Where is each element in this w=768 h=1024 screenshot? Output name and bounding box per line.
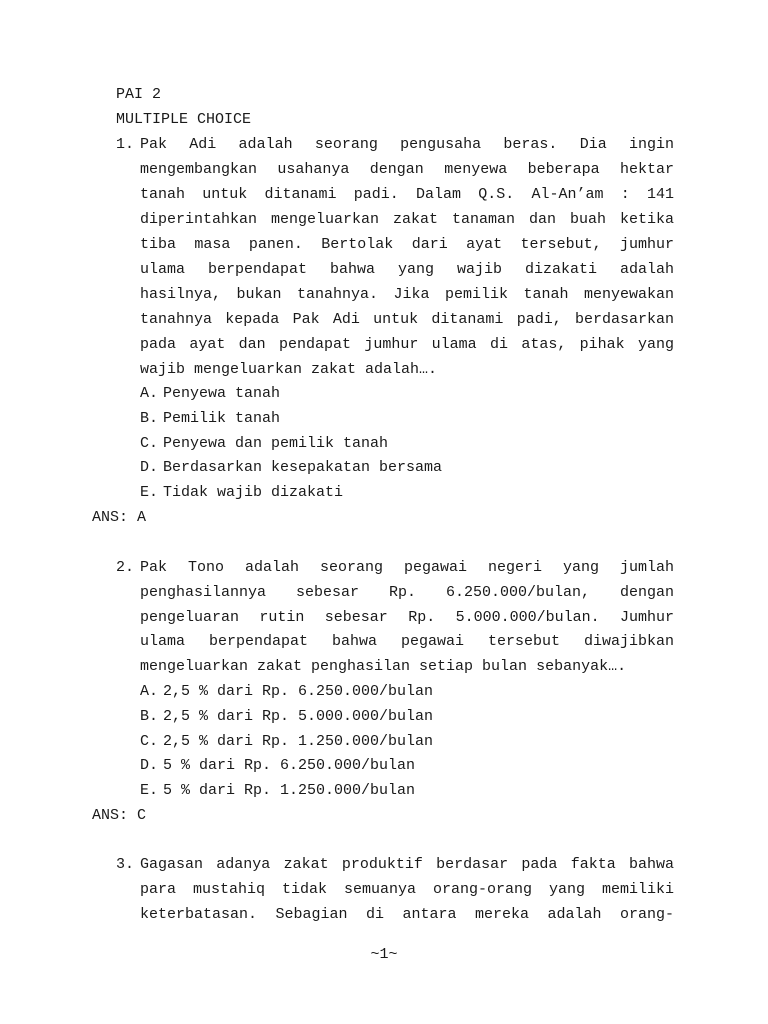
question-number: 1. bbox=[116, 136, 135, 153]
document-title: PAI 2 bbox=[116, 86, 162, 103]
question-text-line: diperintahkan mengeluarkan zakat tanaman dan buah ketika bbox=[140, 211, 674, 228]
option-letter: D. bbox=[140, 757, 159, 774]
option-letter: C. bbox=[140, 435, 159, 452]
option-letter: E. bbox=[140, 484, 159, 501]
option-text: 5 % dari Rp. 1.250.000/bulan bbox=[163, 782, 416, 799]
option-text: 2,5 % dari Rp. 1.250.000/bulan bbox=[163, 733, 434, 750]
section-heading: MULTIPLE CHOICE bbox=[116, 111, 252, 128]
answer-key: ANS: C bbox=[92, 807, 147, 824]
option-letter: B. bbox=[140, 708, 159, 725]
option-letter: E. bbox=[140, 782, 159, 799]
option-text: 2,5 % dari Rp. 6.250.000/bulan bbox=[163, 683, 434, 700]
option-letter: D. bbox=[140, 459, 159, 476]
question-number: 3. bbox=[116, 856, 135, 873]
page-number: ~1~ bbox=[370, 946, 398, 963]
option-letter: A. bbox=[140, 683, 159, 700]
question-text-line: pada ayat dan pendapat jumhur ulama di atas, pihak yang bbox=[140, 336, 674, 353]
question-text-line: Pak Tono adalah seorang pegawai negeri yang jumlah bbox=[140, 559, 674, 576]
question-text-line: Pak Adi adalah seorang pengusaha beras. Dia ingin bbox=[140, 136, 674, 153]
option-letter: B. bbox=[140, 410, 159, 427]
question-number: 2. bbox=[116, 559, 135, 576]
question-text-line: wajib mengeluarkan zakat adalah…. bbox=[140, 361, 438, 378]
question-text-line: mengembangkan usahanya dengan menyewa beberapa hektar bbox=[140, 161, 674, 178]
question-text-line: penghasilannya sebesar Rp. 6.250.000/bulan, dengan bbox=[140, 584, 674, 601]
question-text-line: keterbatasan. Sebagian di antara mereka adalah orang- bbox=[140, 906, 674, 923]
option-text: 2,5 % dari Rp. 5.000.000/bulan bbox=[163, 708, 434, 725]
option-text: Berdasarkan kesepakatan bersama bbox=[163, 459, 443, 476]
answer-key: ANS: A bbox=[92, 509, 147, 526]
question-text-line: ulama berpendapat bahwa pegawai tersebut diwajibkan bbox=[140, 633, 674, 650]
question-text-line: pengeluaran rutin sebesar Rp. 5.000.000/bulan. Jumhur bbox=[140, 609, 674, 626]
question-text-line: ulama berpendapat bahwa yang wajib dizakati adalah bbox=[140, 261, 674, 278]
question-text-line: tanah untuk ditanami padi. Dalam Q.S. Al-An’am : 141 bbox=[140, 186, 674, 203]
option-text: 5 % dari Rp. 6.250.000/bulan bbox=[163, 757, 416, 774]
option-text: Pemilik tanah bbox=[163, 410, 281, 427]
option-text: Tidak wajib dizakati bbox=[163, 484, 344, 501]
question-text-line: tiba masa panen. Bertolak dari ayat tersebut, jumhur bbox=[140, 236, 674, 253]
question-text-line: hasilnya, bukan tanahnya. Jika pemilik tanah menyewakan bbox=[140, 286, 674, 303]
option-text: Penyewa dan pemilik tanah bbox=[163, 435, 389, 452]
option-text: Penyewa tanah bbox=[163, 385, 281, 402]
question-text-line: mengeluarkan zakat penghasilan setiap bulan sebanyak…. bbox=[140, 658, 627, 675]
question-text-line: Gagasan adanya zakat produktif berdasar pada fakta bahwa bbox=[140, 856, 674, 873]
option-letter: A. bbox=[140, 385, 159, 402]
question-text-line: tanahnya kepada Pak Adi untuk ditanami padi, berdasarkan bbox=[140, 311, 674, 328]
question-text-line: para mustahiq tidak semuanya orang-orang yang memiliki bbox=[140, 881, 674, 898]
option-letter: C. bbox=[140, 733, 159, 750]
